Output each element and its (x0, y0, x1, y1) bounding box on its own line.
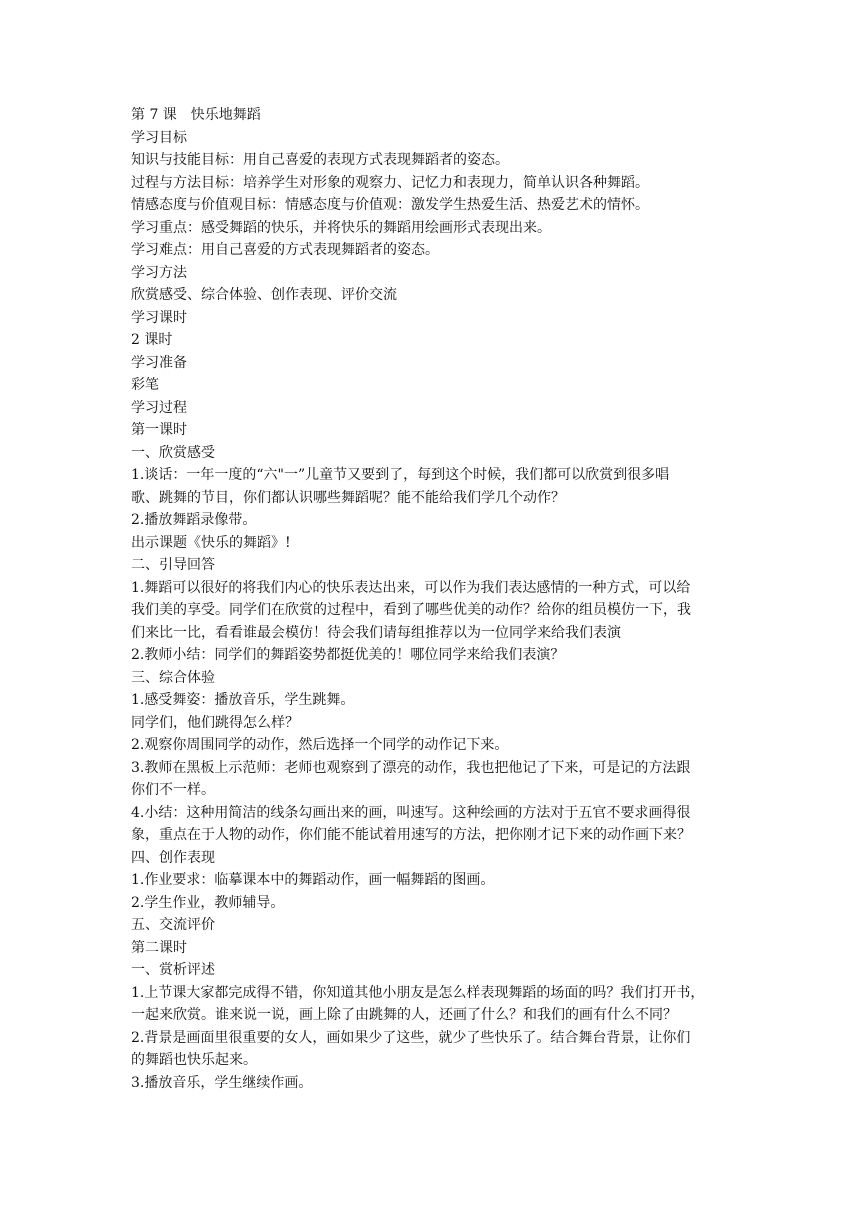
section-heading: 三、综合体验 (131, 669, 215, 686)
text-line: 1.舞蹈可以很好的将我们内心的快乐表达出来，可以作为我们表达感情的一种方式，可以给 (131, 579, 691, 596)
text-line: 学习难点：用自己喜爱的方式表现舞蹈者的姿态。 (131, 242, 439, 258)
text-line: 知识与技能目标：用自己喜爱的表现方式表现舞蹈者的姿态。 (131, 152, 509, 168)
text-line: 4.小结：这种用简洁的线条勾画出来的画，叫速写。这种绘画的方法对于五官不要求画得很 (131, 804, 691, 821)
text-line: 1.谈话：一年一度的“六"一”儿童节又要到了，每到这个时候，我们都可以欣赏到很多唱 (131, 467, 670, 483)
text-line: 一起来欣赏。谁来说一说，画上除了由跳舞的人，还画了什么？和我们的画有什么不同？ (131, 1007, 677, 1023)
text-line: 2.学生作业，教师辅导。 (131, 894, 285, 911)
section-heading: 学习课时 (131, 309, 187, 326)
text-line: 我们美的享受。同学们在欣赏的过程中，看到了哪些优美的动作？给你的组员模仿一下，我 (131, 602, 691, 618)
text-line: 出示课题《快乐的舞蹈》! (131, 534, 291, 551)
section-heading: 学习准备 (131, 354, 187, 371)
text-line: 的舞蹈也快乐起来。 (131, 1052, 257, 1068)
text-line: 2 课时 (131, 332, 173, 348)
text-line: 1.上节课大家都完成得不错，你知道其他小朋友是怎么样表现舞蹈的场面的吗？我们打开书， (131, 984, 705, 1001)
text-line: 象，重点在于人物的动作，你们能不能试着用速写的方法，把你刚才记下来的动作画下来？ (131, 827, 691, 843)
text-line: 学习重点：感受舞蹈的快乐，并将快乐的舞蹈用绘画形式表现出来。 (131, 219, 551, 236)
section-heading: 第一课时 (131, 422, 187, 438)
section-heading: 一、赏析评述 (131, 962, 215, 978)
document-body (131, 104, 731, 1094)
lesson-title: 第 7 课 快乐地舞蹈 (131, 107, 261, 123)
text-line: 欣赏感受、综合体验、创作表现、评价交流 (131, 287, 397, 303)
text-line: 1.感受舞姿：播放音乐，学生跳舞。 (131, 692, 355, 708)
section-heading: 学习目标 (131, 129, 187, 146)
text-line: 2.播放舞蹈录像带。 (131, 512, 257, 528)
text-line: 3.播放音乐，学生继续作画。 (131, 1074, 313, 1091)
text-line: 彩笔 (131, 377, 159, 393)
section-heading: 五、交流评价 (131, 917, 215, 933)
section-heading: 一、欣赏感受 (131, 444, 215, 461)
text-line: 们来比一比，看看谁最会模仿！待会我们请每组推荐以为一位同学来给我们表演 (131, 624, 621, 641)
text-line: 过程与方法目标：培养学生对形象的观察力、记忆力和表现力，简单认识各种舞蹈。 (131, 174, 649, 191)
text-line: 同学们，他们跳得怎么样？ (131, 714, 299, 731)
section-heading: 二、引导回答 (131, 557, 215, 573)
section-heading: 四、创作表现 (131, 849, 215, 866)
text-line: 2.背景是画面里很重要的女人，画如果少了这些，就少了些快乐了。结合舞台背景，让你们 (131, 1029, 691, 1046)
text-line: 你们不一样。 (131, 782, 215, 798)
text-line: 2.观察你周围同学的动作，然后选择一个同学的动作记下来。 (131, 737, 509, 753)
text-line: 3.教师在黑板上示范师：老师也观察到了漂亮的动作，我也把他记了下来，可是记的方法跟 (131, 759, 691, 776)
section-heading: 学习过程 (131, 399, 187, 416)
section-heading: 学习方法 (131, 264, 187, 281)
text-line: 1.作业要求：临摹课本中的舞蹈动作，画一幅舞蹈的图画。 (131, 872, 495, 888)
text-line: 歌、跳舞的节目，你们都认识哪些舞蹈呢？能不能给我们学几个动作？ (131, 489, 565, 506)
section-heading: 第二课时 (131, 939, 187, 956)
text-line: 2.教师小结：同学们的舞蹈姿势都挺优美的！哪位同学来给我们表演？ (131, 647, 565, 663)
text-line: 情感态度与价值观目标：情感态度与价值观：激发学生热爱生活、热爱艺术的情怀。 (131, 197, 649, 213)
